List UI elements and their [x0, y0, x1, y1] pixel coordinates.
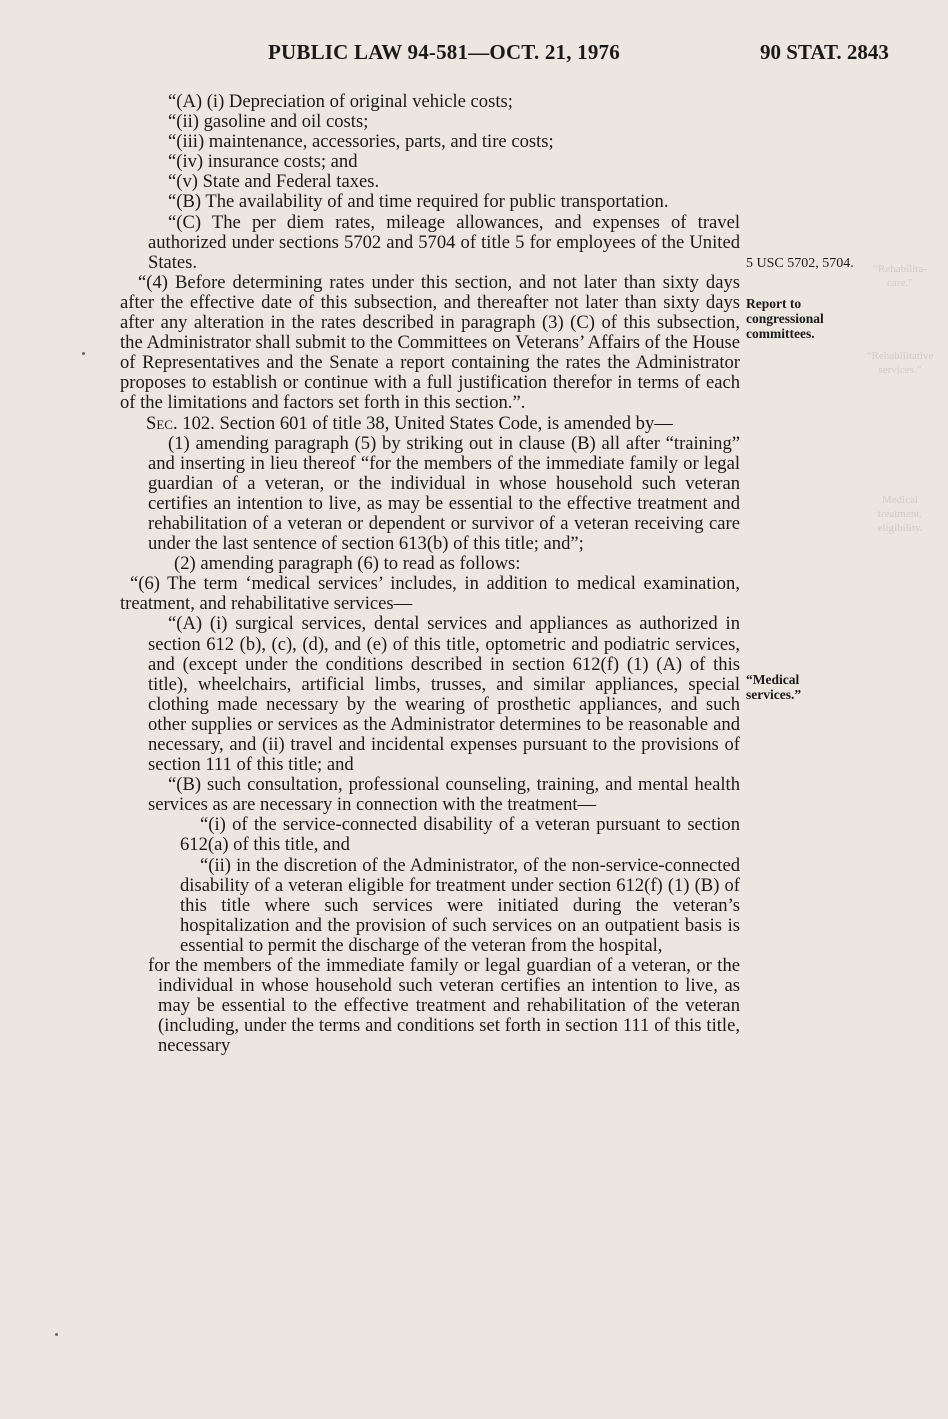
- section-102: [120, 414, 740, 434]
- definition-b: “(B) such consultation, professional counseling, training, and mental health services as are necessary in connection with the treatment—: [148, 774, 740, 816]
- definition-b-ii: “(ii) in the discretion of the Administrator, of the non-service-connected disability of a veteran eligible for treatment under section 612(f) (1) (B) of this title where such services were initiated during the veteran’s hospitalization and the provision of such services on an outpatient basis is essential to permit the discharge of the veteran from the hospital,: [180, 854, 740, 956]
- amendment-1: (1) amending paragraph (5) by striking out in clause (B) all after “training” and inserting in lieu thereof “for the members of the immediate family or legal guardian of a veteran, or the individual in whose household such veteran certifies an intention to live, as may be essential to the effective treatment and rehabilitation of a veteran or dependent or survivor of a veteran receiving care under the last sentence of section 613(b) of this title; and”;: [148, 432, 740, 555]
- item-a-i: “(A) (i) Depreciation of original vehicle costs;: [168, 91, 513, 112]
- item-ii: “(ii) gasoline and oil costs;: [168, 111, 369, 133]
- item-c-per-diem: “(C) The per diem rates, mileage allowances, and expenses of travel authorized under sections 5702 and 5704 of title 5 for employees of the United States.: [148, 211, 740, 273]
- body-text: [120, 92, 740, 1057]
- item-iii: “(iii) maintenance, accessories, parts, and tire costs;: [168, 131, 554, 153]
- amendment-2: (2) amending paragraph (6) to read as follows:: [174, 553, 521, 575]
- page-header: [0, 40, 948, 70]
- bleed-through-note-2: “Rehabilitative services.”: [866, 350, 934, 376]
- margin-note-usc: 5 USC 5702, 5704.: [746, 256, 854, 271]
- item-iv: “(iv) insurance costs; and: [168, 151, 358, 173]
- section-102-text: 102. Section 601 of title 38, United States Code, is amended by—: [182, 412, 673, 434]
- margin-note-report: Report to congressional committees.: [746, 296, 824, 341]
- bleed-through-note-1: “Rehabilita- care.”: [873, 263, 927, 289]
- item-b-transportation: “(B) The availability of and time required for public transportation.: [168, 191, 669, 213]
- definition-a: “(A) (i) surgical services, dental services and appliances as authorized in section 612 (b), (c), (d), and (e) of this title, optometric and podiatric services, and (except under the conditions described in section 612(f) (1) (A) of this title), wheelchairs, artificial limbs, trusses, and similar appliances, special clothing made necessary by the wearing of prosthetic appliances, and such other supplies or services as the Administrator determines to be reasonable and necessary, and (ii) travel and incidental expenses pursuant to the provisions of section 111 of this title; and: [148, 613, 740, 776]
- item-v: “(v) State and Federal taxes.: [168, 171, 380, 193]
- paragraph-6-definition: “(6) The term ‘medical services’ includes, in addition to medical examination, treatment, and rehabilitative services—: [120, 573, 740, 615]
- section-label: Sec.: [146, 412, 178, 434]
- header-law-citation: PUBLIC LAW 94-581—OCT. 21, 1976: [268, 40, 620, 64]
- header-stat-page: 90 STAT. 2843: [760, 40, 889, 64]
- speck-mark: [55, 1333, 58, 1336]
- margin-note-medical-services: “Medical services.”: [746, 672, 802, 702]
- speck-mark: [82, 352, 85, 355]
- paragraph-4-report: “(4) Before determining rates under this section, and not later than sixty days after the effective date of this subsection, and thereafter not later than sixty days after any alteration in the rates described in paragraph (3) (C) of this subsection, the Administrator shall submit to the Committees on Veterans’ Affairs of the House of Representatives and the Senate a report containing the rates the Administrator proposes to establish or continue with a full justification therefor in terms of each of the limitations and factors set forth in this section.”.: [120, 271, 740, 414]
- continuation-paragraph: for the members of the immediate family or legal guardian of a veteran, or the individual in whose household such veteran certifies an intention to live, as may be essential to the effective treatment and rehabilitation of the veteran (including, under the terms and conditions set forth in section 111 of this title, necessary: [148, 955, 740, 1057]
- definition-b-i: “(i) of the service-connected disability of a veteran pursuant to section 612(a) of this title, and: [180, 814, 740, 856]
- bleed-through-note-3: Medical treatment, eligibility.: [877, 494, 923, 534]
